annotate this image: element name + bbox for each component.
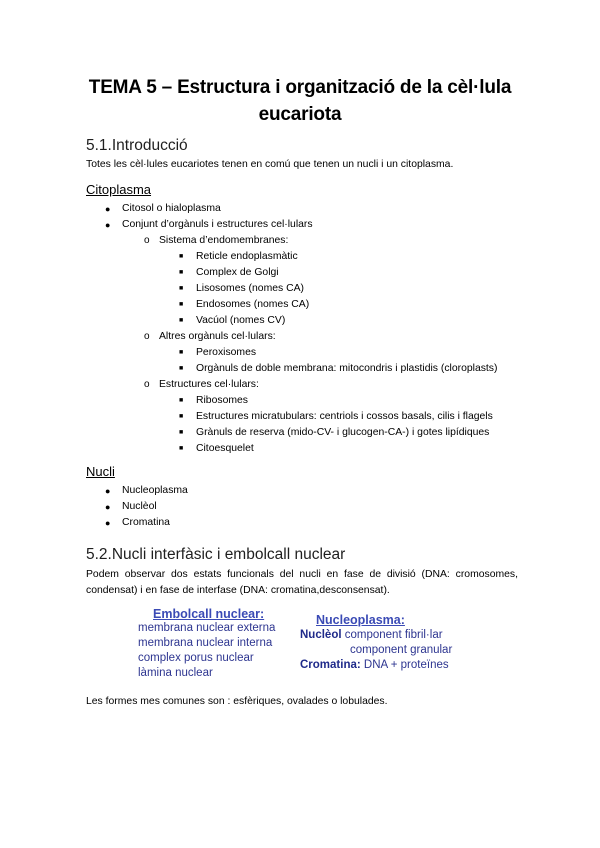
list-item-text: Endosomes (nomes CA): [196, 299, 310, 310]
citoplasma-list-item: [0, 409, 497, 425]
citoplasma-list-item: [0, 265, 497, 281]
nucleol-row-2: [300, 643, 470, 658]
nucleoplasma-diagram: [300, 613, 470, 673]
citoplasma-list-item: [0, 329, 497, 345]
citoplasma-list: [0, 201, 497, 457]
list-item-text: Citosol o hialoplasma: [122, 203, 221, 214]
nucli-list-item: [0, 499, 188, 515]
dot-bullet-icon: ●: [105, 502, 111, 512]
nucleol-component-2: component granular: [350, 644, 453, 656]
cromatina-row: [300, 658, 470, 673]
title-line-1: TEMA 5 – Estructura i organització de la cèl·lula: [88, 77, 512, 98]
page-title: [60, 74, 540, 128]
embolcall-line: complex porus nuclear: [138, 652, 254, 664]
dot-bullet-icon: ●: [105, 220, 111, 230]
citoplasma-list-item: [0, 425, 497, 441]
citoplasma-list-item: [0, 249, 497, 265]
list-item-text: Nuclèol: [122, 501, 157, 512]
citoplasma-list-item: [0, 441, 497, 457]
list-item-text: Estructures cel·lulars:: [159, 379, 259, 390]
square-bullet-icon: ■: [179, 445, 184, 452]
list-item-text: Orgànuls de doble membrana: mitocondris i plastidis (cloroplasts): [196, 363, 498, 374]
square-bullet-icon: ■: [179, 269, 184, 276]
list-item-text: Nucleoplasma: [122, 485, 188, 496]
citoplasma-list-item: [0, 297, 497, 313]
list-item-text: Sistema d’endomembranes:: [159, 235, 289, 246]
citoplasma-list-item: [0, 201, 497, 217]
section-heading-nucli-interfasic: 5.2.Nucli interfàsic i embolcall nuclear: [86, 546, 346, 563]
embolcall-line: membrana nuclear interna: [138, 637, 273, 649]
citoplasma-list-item: [0, 361, 497, 377]
embolcall-line: membrana nuclear externa: [138, 622, 276, 634]
nucleoplasma-title: Nucleoplasma:: [316, 613, 405, 627]
embolcall-line: làmina nuclear: [138, 667, 213, 679]
intro-paragraph: Totes les cèl·lules eucariotes tenen en comú que tenen un nucli i un citoplasma.: [86, 159, 454, 170]
square-bullet-icon: ■: [179, 349, 184, 356]
list-item-text: Estructures micratubulars: centriols i cossos basals, cilis i flagels: [196, 411, 493, 422]
list-item-text: Grànuls de reserva (mido-CV- i glucogen-CA-) i gotes lipídiques: [196, 427, 490, 438]
nucli-list: [0, 483, 188, 531]
square-bullet-icon: ■: [179, 397, 184, 404]
embolcall-nuclear-diagram: [138, 607, 308, 681]
list-item-text: Ribosomes: [196, 395, 248, 406]
embolcall-title: Embolcall nuclear:: [153, 607, 265, 621]
nucli-list-item: [0, 483, 188, 499]
square-bullet-icon: ■: [179, 285, 184, 292]
square-bullet-icon: ■: [179, 365, 184, 372]
list-item-text: Conjunt d’orgànuls i estructures cel·lulars: [122, 219, 313, 230]
list-item-text: Vacúol (nomes CV): [196, 315, 286, 326]
citoplasma-list-item: [0, 313, 497, 329]
cromatina-text: DNA + proteïnes: [363, 659, 449, 671]
cromatina-label: Cromatina:: [300, 659, 361, 671]
subheading-citoplasma: Citoplasma: [86, 182, 152, 197]
list-item-text: Altres orgànuls cel·lulars:: [159, 331, 276, 342]
list-item-text: Citoesquelet: [196, 443, 254, 454]
circle-bullet-icon: o: [144, 331, 150, 342]
section-heading-introduccio: 5.1.Introducció: [86, 137, 188, 154]
circle-bullet-icon: o: [144, 379, 150, 390]
square-bullet-icon: ■: [179, 413, 184, 420]
citoplasma-list-item: [0, 393, 497, 409]
citoplasma-list-item: [0, 345, 497, 361]
nucleol-label: Nuclèol: [300, 629, 342, 641]
list-item-text: Reticle endoplasmàtic: [196, 251, 298, 262]
citoplasma-list-item: [0, 281, 497, 297]
title-line-2: eucariota: [258, 104, 342, 125]
closing-paragraph: Les formes mes comunes son : esfèriques, ovalades o lobulades.: [86, 696, 388, 707]
square-bullet-icon: ■: [179, 301, 184, 308]
circle-bullet-icon: o: [144, 235, 150, 246]
subheading-nucli: Nucli: [86, 464, 115, 479]
list-item-text: Complex de Golgi: [196, 267, 279, 278]
square-bullet-icon: ■: [179, 253, 184, 260]
nucli-list-item: [0, 515, 188, 531]
square-bullet-icon: ■: [179, 429, 184, 436]
nucleol-component-1: component fibril·lar: [344, 629, 443, 641]
interfase-paragraph: Podem observar dos estats funcionals del nucli en fase de divisió (DNA: cromosomes, condensat) i en fase de interfase (DNA: cromatina,desconsensat).: [86, 569, 518, 596]
citoplasma-list-item: [0, 217, 497, 233]
citoplasma-list-item: [0, 377, 497, 393]
citoplasma-list-item: [0, 233, 497, 249]
list-item-text: Lisosomes (nomes CA): [196, 283, 304, 294]
dot-bullet-icon: ●: [105, 518, 111, 528]
list-item-text: Cromatina: [122, 517, 170, 528]
nucleol-row: [300, 628, 470, 643]
list-item-text: Peroxisomes: [196, 347, 257, 358]
dot-bullet-icon: ●: [105, 204, 111, 214]
square-bullet-icon: ■: [179, 317, 184, 324]
dot-bullet-icon: ●: [105, 486, 111, 496]
